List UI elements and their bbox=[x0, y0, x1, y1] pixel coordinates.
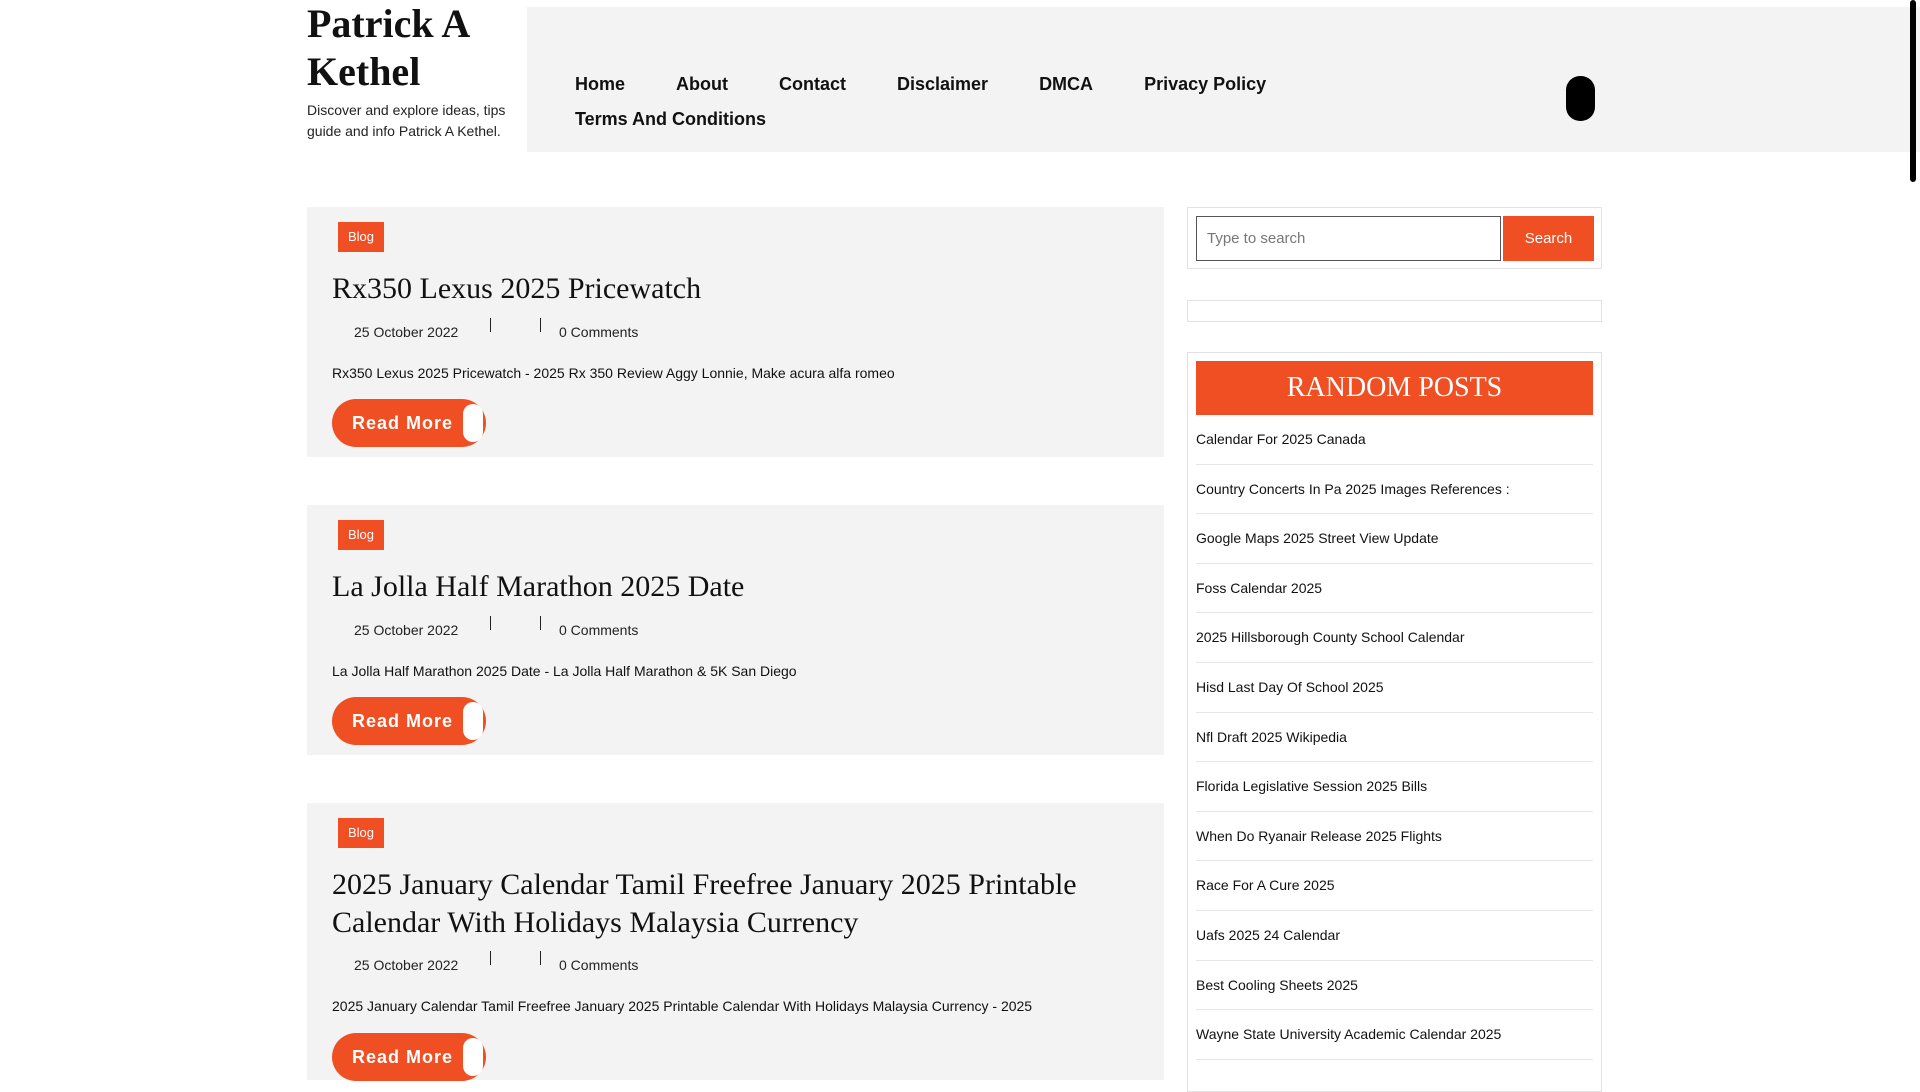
read-more-pill-icon bbox=[463, 702, 483, 740]
nav-item-home[interactable]: Home bbox=[575, 74, 626, 94]
read-more-label: Read More bbox=[352, 1047, 454, 1067]
random-posts-title: RANDOM POSTS bbox=[1196, 361, 1593, 415]
random-posts-list bbox=[1196, 415, 1593, 1060]
random-post-link[interactable]: Florida Legislative Session 2025 Bills bbox=[1196, 762, 1593, 812]
nav-menu bbox=[575, 67, 1335, 137]
post-card bbox=[307, 803, 1164, 1080]
post-date[interactable]: 25 October 2022 bbox=[354, 622, 459, 638]
meta-divider bbox=[490, 616, 491, 630]
meta-divider bbox=[540, 616, 541, 630]
read-more-button[interactable] bbox=[332, 399, 486, 447]
read-more-pill-icon bbox=[463, 1038, 483, 1076]
main-navigation bbox=[527, 7, 1920, 152]
site-title-line1[interactable]: Patrick A bbox=[307, 1, 471, 46]
read-more-label: Read More bbox=[352, 711, 454, 731]
read-more-pill-icon bbox=[463, 404, 483, 442]
post-comments[interactable]: 0 Comments bbox=[559, 622, 639, 638]
random-post-link[interactable]: Country Concerts In Pa 2025 Images References : bbox=[1196, 465, 1593, 515]
category-badge[interactable]: Blog bbox=[338, 520, 384, 550]
nav-item-dmca[interactable]: DMCA bbox=[1039, 74, 1094, 94]
random-post-link[interactable]: Hisd Last Day Of School 2025 bbox=[1196, 663, 1593, 713]
post-card bbox=[307, 505, 1164, 755]
meta-divider bbox=[540, 318, 541, 332]
post-date[interactable]: 25 October 2022 bbox=[354, 957, 459, 973]
post-date[interactable]: 25 October 2022 bbox=[354, 324, 459, 340]
post-excerpt: Rx350 Lexus 2025 Pricewatch - 2025 Rx 350 Review Aggy Lonnie, Make acura alfa romeo bbox=[332, 365, 895, 381]
nav-item-contact[interactable]: Contact bbox=[779, 74, 846, 94]
search-widget bbox=[1187, 207, 1602, 269]
random-post-link[interactable]: Foss Calendar 2025 bbox=[1196, 564, 1593, 614]
nav-item-about[interactable]: About bbox=[676, 74, 728, 94]
post-comments[interactable]: 0 Comments bbox=[559, 957, 639, 973]
random-post-link[interactable]: Calendar For 2025 Canada bbox=[1196, 415, 1593, 465]
post-card bbox=[307, 207, 1164, 457]
post-excerpt: La Jolla Half Marathon 2025 Date - La Jolla Half Marathon & 5K San Diego bbox=[332, 663, 797, 679]
random-post-link[interactable]: When Do Ryanair Release 2025 Flights bbox=[1196, 812, 1593, 862]
search-input[interactable] bbox=[1196, 216, 1501, 261]
menu-toggle-button[interactable] bbox=[1566, 76, 1595, 121]
random-post-link[interactable]: Race For A Cure 2025 bbox=[1196, 861, 1593, 911]
empty-widget bbox=[1187, 300, 1602, 322]
meta-divider bbox=[540, 951, 541, 965]
random-post-link[interactable]: Uafs 2025 24 Calendar bbox=[1196, 911, 1593, 961]
random-post-link[interactable]: Best Cooling Sheets 2025 bbox=[1196, 961, 1593, 1011]
post-title[interactable]: Rx350 Lexus 2025 Pricewatch bbox=[332, 272, 702, 305]
random-post-link[interactable]: Wayne State University Academic Calendar 2025 bbox=[1196, 1010, 1593, 1060]
nav-item-privacy-policy[interactable]: Privacy Policy bbox=[1144, 74, 1267, 94]
meta-divider bbox=[490, 951, 491, 965]
meta-divider bbox=[490, 318, 491, 332]
nav-item-terms[interactable]: Terms And Conditions bbox=[575, 109, 766, 129]
random-post-link[interactable]: Google Maps 2025 Street View Update bbox=[1196, 514, 1593, 564]
post-title[interactable]: La Jolla Half Marathon 2025 Date bbox=[332, 570, 745, 603]
site-branding bbox=[307, 0, 517, 142]
read-more-button[interactable] bbox=[332, 1033, 486, 1081]
read-more-button[interactable] bbox=[332, 697, 486, 745]
post-title[interactable]: 2025 January Calendar Tamil Freefree January 2025 Printable Calendar With Holidays Malaysia Currency bbox=[332, 868, 1077, 939]
site-description: Discover and explore ideas, tips guide and info Patrick A Kethel. bbox=[307, 102, 506, 139]
site-title[interactable] bbox=[307, 0, 517, 96]
scrollbar-thumb[interactable] bbox=[1910, 0, 1916, 182]
read-more-label: Read More bbox=[352, 413, 454, 433]
post-comments[interactable]: 0 Comments bbox=[559, 324, 639, 340]
post-excerpt: 2025 January Calendar Tamil Freefree January 2025 Printable Calendar With Holidays Malaysia Currency - 2025 bbox=[332, 998, 1033, 1014]
category-badge[interactable]: Blog bbox=[338, 818, 384, 848]
site-title-line2[interactable]: Kethel bbox=[307, 49, 421, 94]
search-button[interactable]: Search bbox=[1503, 216, 1594, 261]
random-posts-widget bbox=[1187, 352, 1602, 1092]
category-badge[interactable]: Blog bbox=[338, 222, 384, 252]
nav-item-disclaimer[interactable]: Disclaimer bbox=[897, 74, 989, 94]
random-post-link[interactable]: 2025 Hillsborough County School Calendar bbox=[1196, 613, 1593, 663]
random-post-link[interactable]: Nfl Draft 2025 Wikipedia bbox=[1196, 713, 1593, 763]
